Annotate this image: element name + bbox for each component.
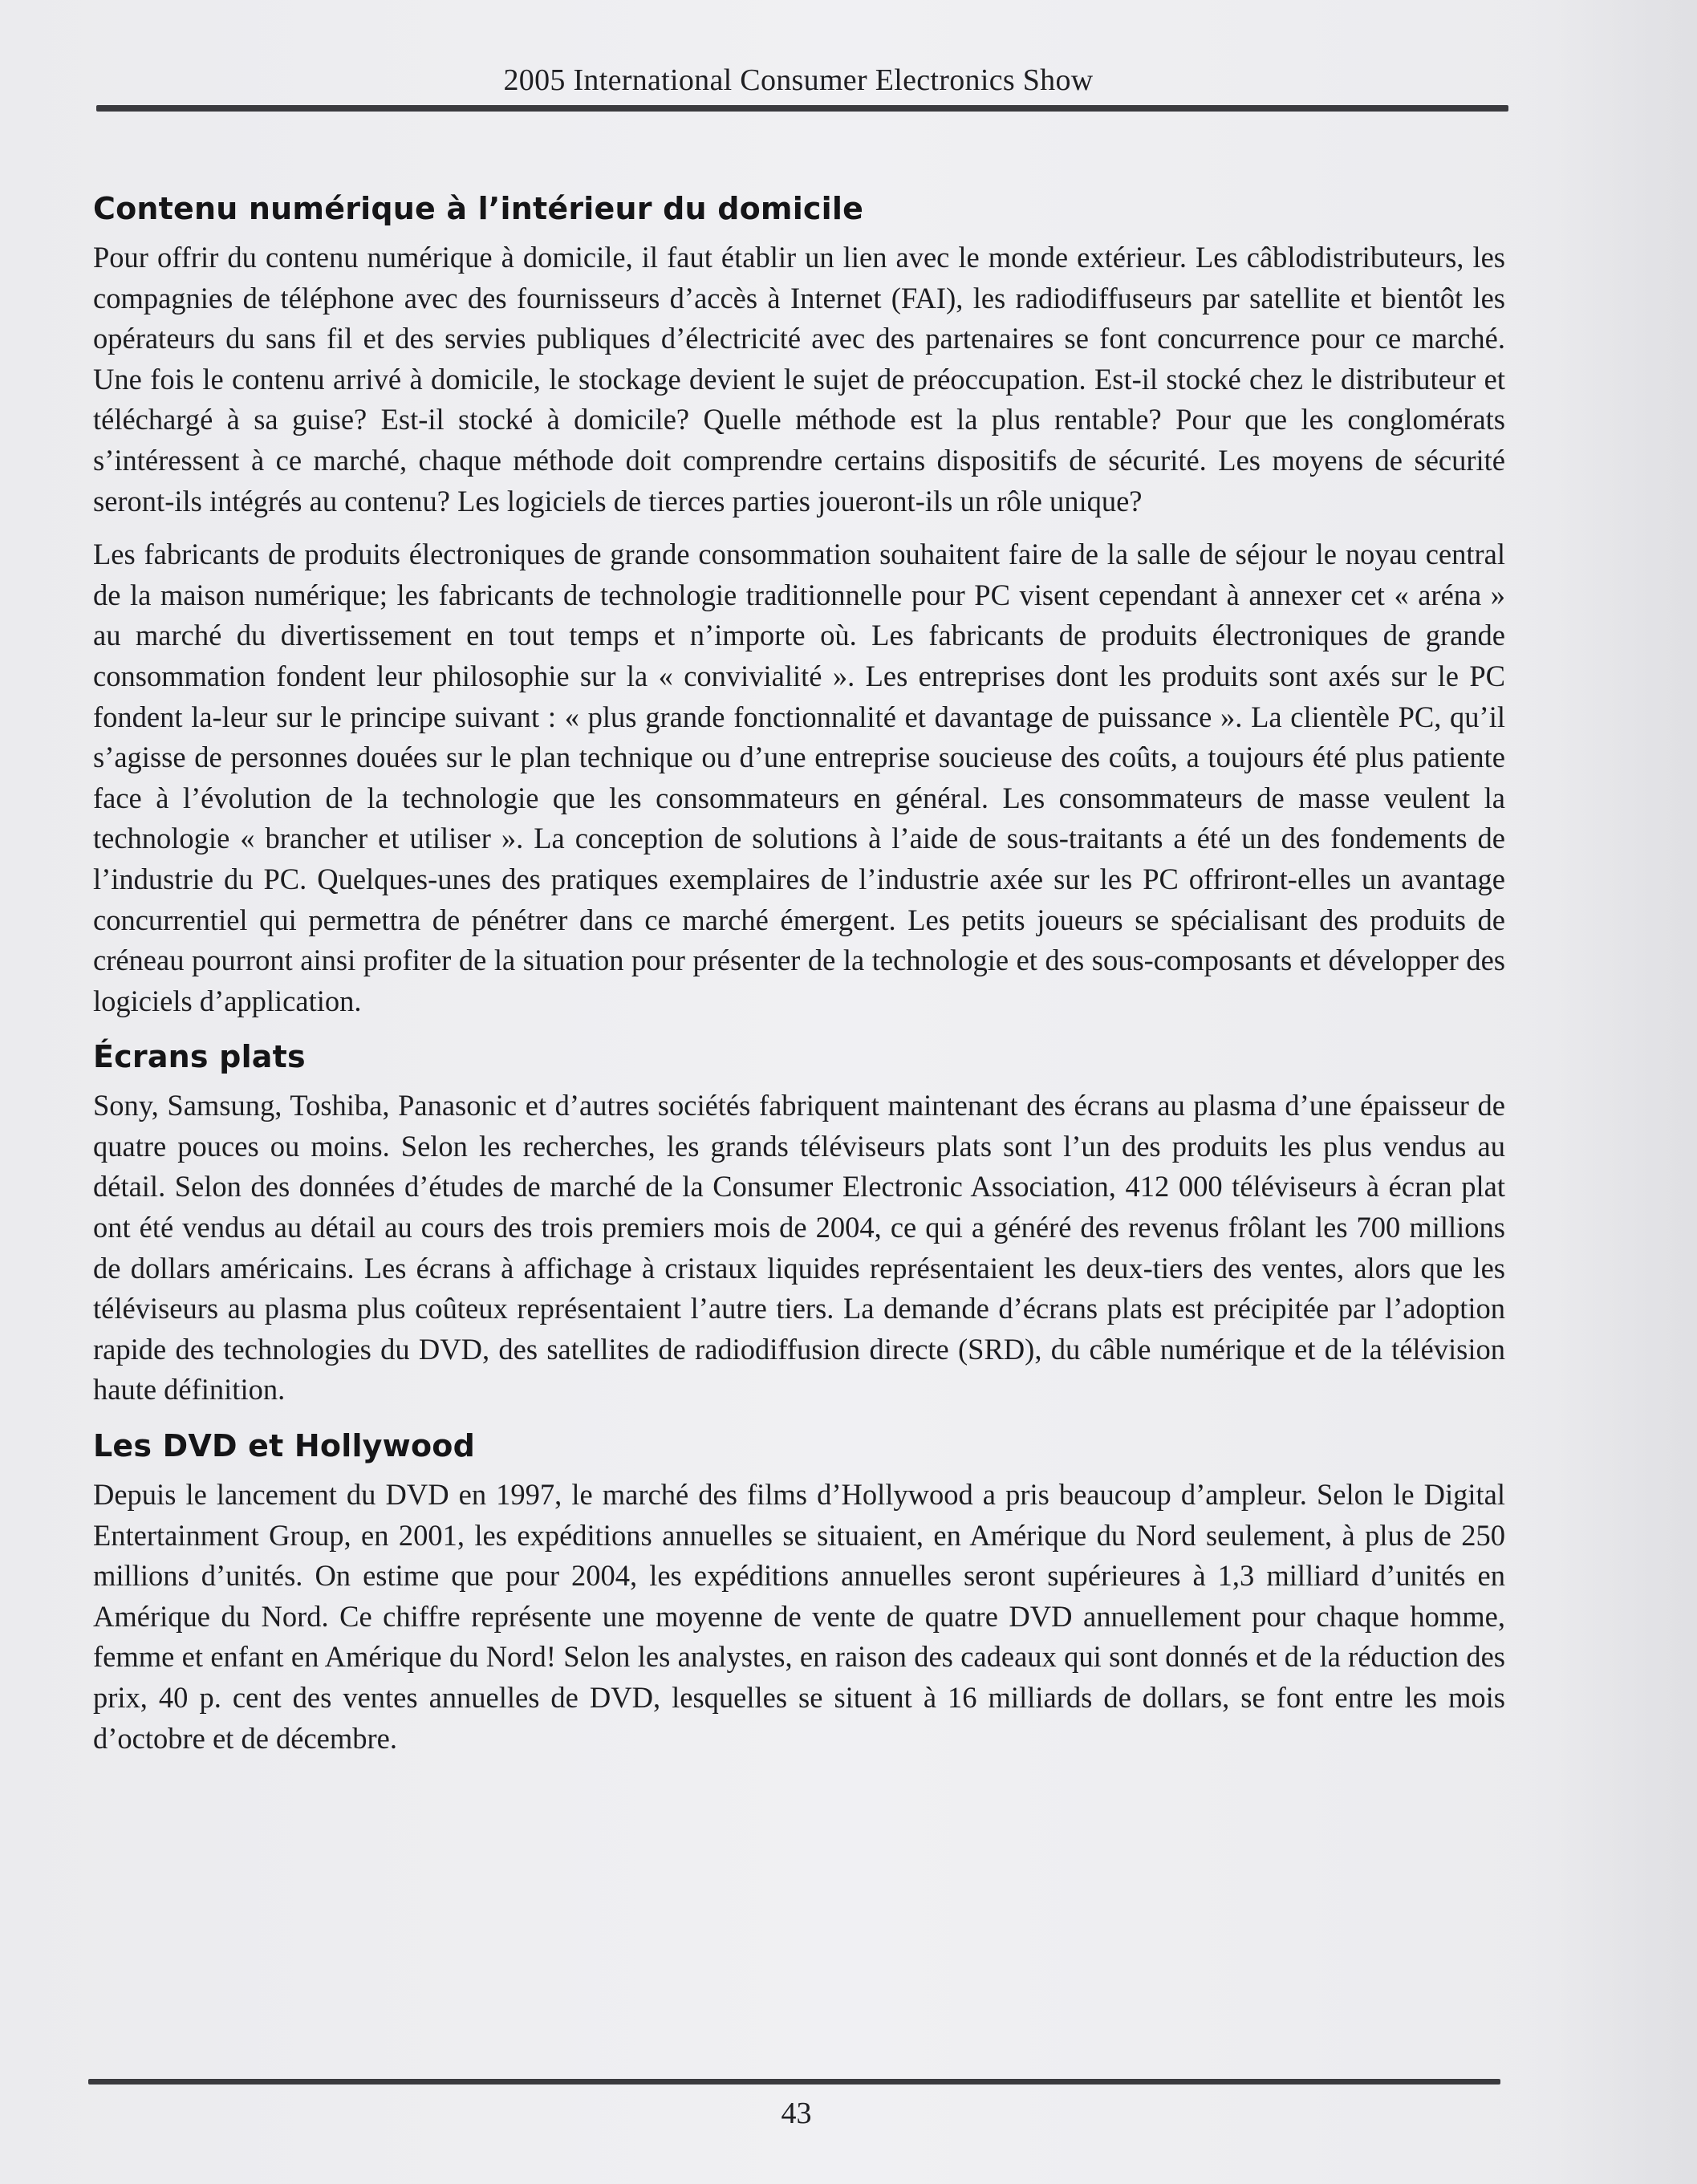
paragraph: Pour offrir du contenu numérique à domicile, il faut établir un lien avec le monde extérieur. Les câblodistributeurs, les compagnies de téléphone avec des fournisseurs d’accès à Internet (FAI), les radiodiffuseurs par satellite et bientôt les opérateurs du sans fil et des servies publiques d’électricité avec des partenaires se font concurrence pour ce marché. Une fois le contenu arrivé à domicile, le stockage devient le sujet de préoccupation. Est-il stocké chez le distributeur et téléchargé à sa guise? Est-il stocké à domicile? Quelle méthode est la plus rentable? Pour que les conglomérats s’intéressent à ce marché, chaque méthode doit comprendre certains dispositifs de sécurité. Les moyens de sécurité seront-ils intégrés au contenu? Les logiciels de tierces parties joueront-ils un rôle unique? [93,241,1505,518]
section-heading: Écrans plats [93,1039,306,1075]
section-heading: Contenu numérique à l’intérieur du domicile [93,191,864,226]
paragraph: Sony, Samsung, Toshiba, Panasonic et d’autres sociétés fabriquent maintenant des écrans au plasma d’une épaisseur de quatre pouces ou moins. Selon les recherches, les grands téléviseurs plats sont l’un des produits les plus vendus au détail. Selon des données d’études de marché de la Consumer Electronic Association, 412 000 téléviseurs à écran plat ont été vendus au détail au cours des trois premiers mois de 2004, ce qui a généré des revenus frôlant les 700 millions de dollars américains. Les écrans à affichage à cristaux liquides représentaient les deux-tiers des ventes, alors que les téléviseurs au plasma plus coûteux représentaient l’autre tiers. La demande d’écrans plats est précipitée par l’adoption rapide des technologies du DVD, des satellites de radiodiffusion directe (SRD), du câble numérique et de la télévision haute définition. [93,1089,1505,1407]
section-dvd-hollywood [93,1420,1505,1759]
section-heading: Les DVD et Hollywood [93,1428,475,1464]
paragraph: Les fabricants de produits électroniques de grande consommation souhaitent faire de la salle de séjour le noyau central de la maison numérique; les fabricants de technologie traditionnelle pour PC visent cependant à annexer cet « aréna » au marché du divertissement en tout temps et n’importe où. Les fabricants de produits électroniques de grande consommation fondent leur philosophie sur la « convivialité ». Les entreprises dont les produits sont axés sur le PC fondent la-leur sur le principe suivant : « plus grande fonctionnalité et davantage de puissance ». La clientèle PC, qu’il s’agisse de personnes douées sur le plan technique ou d’une entreprise soucieuse des coûts, a toujours été plus patiente face à l’évolution de la technologie que les consommateurs en général. Les consommateurs de masse veulent la technologie « brancher et utiliser ». La conception de solutions à l’aide de sous-traitants a été un des fondements de l’industrie du PC. Quelques-unes des pratiques exemplaires de l’industrie axée sur les PC offriront-elles un avantage concurrentiel qui permettra de pénétrer dans ce marché émergent. Les petits joueurs se spécialisant des produits de créneau pourront ainsi profiter de la situation pour présenter de la technologie et des sous-composants et développer des logiciels d’application. [93,538,1505,1017]
section-ecrans-plats [93,1031,1505,1411]
section-contenu-numerique [93,183,1505,1021]
running-header: 2005 International Consumer Electronics Show [503,63,1094,97]
paragraph: Depuis le lancement du DVD en 1997, le marché des films d’Hollywood a pris beaucoup d’ampleur. Selon le Digital Entertainment Group, en 2001, les expéditions annuelles se situaient, en Amérique du Nord seulement, à plus de 250 millions d’unités. On estime que pour 2004, les expéditions annuelles seront supérieures à 1,3 milliard d’unités en Amérique du Nord. Ce chiffre représente une moyenne de vente de quatre DVD annuellement pour chaque homme, femme et enfant en Amérique du Nord! Selon les analystes, en raison des cadeaux qui sont donnés et de la réduction des prix, 40 p. cent des ventes annuelles de DVD, lesquelles se situent à 16 milliards de dollars, se font entre les mois d’octobre et de décembre. [93,1478,1505,1755]
page-body [93,183,1505,1759]
footer-rule [88,2079,1500,2085]
page-number: 43 [781,2097,812,2130]
bleed-through-shadow [1520,0,1697,2184]
header-rule [96,105,1508,112]
